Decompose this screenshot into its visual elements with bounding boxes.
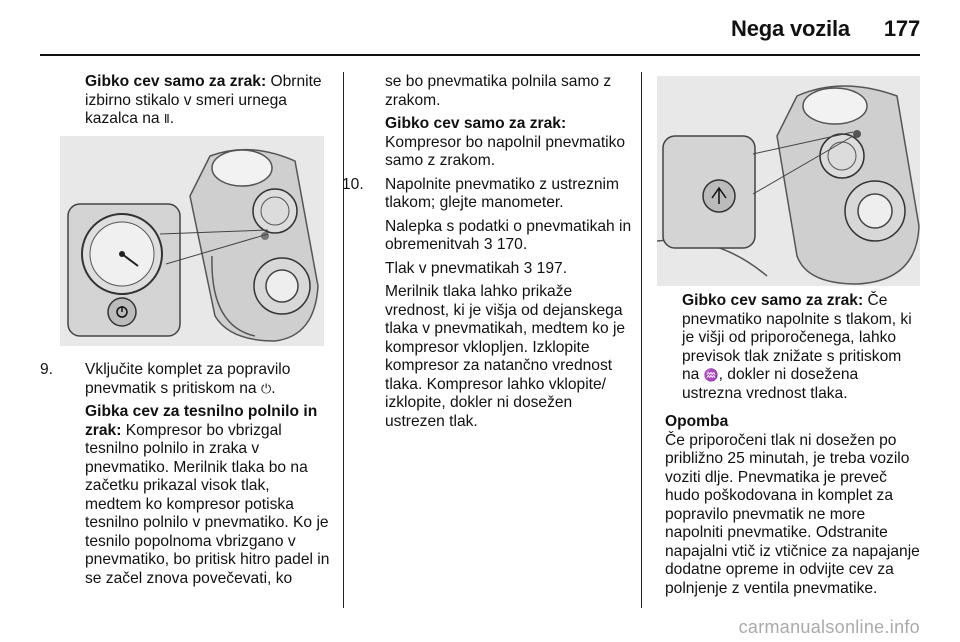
sealant-text: Kompresor bo vbrizgal tesnilno polnilo in zraka v pnevmatiko. Merilnik tlaka bo na začetku prikazal visok tlak, medtem ko kompresor potiska tesnilno polnilo v pnevmatiko. Ko je tesnilo popolnoma vbrizgano v pnevmatiko, bo pritisk hitro padel in se začel znova povečevati, ko	[85, 421, 330, 587]
watermark: carmanualsonline.info	[738, 617, 920, 637]
air-only-paragraph	[358, 115, 634, 171]
continued-text: se bo pnevmatika polnila samo z zrakom.	[385, 73, 612, 109]
intro-bold: Gibko cev samo za zrak:	[85, 73, 267, 90]
note-text: Če priporočeni tlak ni dosežen po približno 25 minutah, je treba vozilo voziti dlje. Pnevmatika je preveč hudo poškodovana in komplet za popravilo pnevmatik ne more napolniti pnevmatike. Odstranite napajalni vtič iz vtičnice za napajanje dodatne opreme in odvijte cev za polnjenje z ventila pnevmatike.	[665, 431, 920, 597]
page-header	[731, 16, 920, 42]
gauge-paragraph: Merilnik tlaka lahko prikaže vrednost, ki je višja od dejanskega tlaka v pnevmatikah, medtem ko je kompresor vklopljen. Izklopite kompresor za natančno vrednost tlaka. Kompresor lahko vklopite/ izklopite, dokler ni dosežen ustrezen tlak.	[385, 283, 626, 430]
sealant-paragraph	[40, 403, 330, 588]
step-10: 10. Napolnite pnevmatiko z ustreznim tlakom; glejte manometer.	[342, 175, 620, 211]
deflate-icon: ♒	[703, 368, 719, 382]
air-only-text: Kompresor bo napolnil pnevmatiko samo z zrakom.	[385, 133, 626, 169]
page-title: Nega vozila	[731, 16, 850, 41]
column-3	[665, 292, 922, 598]
page-number: 177	[883, 16, 920, 41]
air-only-bold: Gibko cev samo za zrak:	[385, 115, 567, 132]
note-title: Opomba	[665, 413, 729, 430]
column-divider-1	[343, 72, 344, 608]
compressor-figure-2	[657, 76, 920, 286]
intro-paragraph: Gibko cev samo za zrak: Obrnite izbirno stikalo v smeri urnega kazalca na Ⅱ.	[85, 73, 322, 127]
pressure-paragraph: Tlak v pnevmatikah 3 197.	[385, 259, 568, 277]
deflate-paragraph: Gibko cev samo za zrak: Če pnevmatiko napolnite s tlakom, ki je višji od priporočenega, lahko previsok tlak znižate s pritiskom na ♒, dokler ni dosežena ustrezna vrednost tlaka.	[682, 292, 912, 402]
step-9: 9. Vključite komplet za popravilo pnevmatik s pritiskom na ⏻.	[40, 361, 291, 397]
compressor-illustration-2	[657, 76, 920, 286]
label-paragraph: Nalepka s podatki o pnevmatikah in obremenitvah 3 170.	[385, 217, 632, 253]
power-icon: ⏻	[260, 380, 272, 396]
compressor-illustration	[60, 136, 324, 346]
label-page-ref: 3 170.	[483, 236, 528, 253]
intro-text: Obrnite izbirno stikalo v smeri urnega kazalca na	[85, 73, 322, 127]
sealant-bold: Gibka cev za tesnilno polnilo in zrak:	[85, 403, 318, 439]
compressor-figure-1	[60, 136, 324, 346]
column-divider-2	[641, 72, 642, 608]
column-1-steps	[40, 361, 330, 588]
deflate-bold: Gibko cev samo za zrak:	[682, 292, 864, 309]
step-9-number: 9.	[40, 361, 54, 378]
column-2	[342, 73, 634, 431]
dial-position-icon: Ⅱ	[163, 112, 170, 126]
column-1	[40, 73, 327, 129]
step-10-number: 10.	[342, 175, 364, 193]
header-rule	[40, 54, 920, 56]
pressure-page-ref: 3 197.	[523, 259, 568, 277]
